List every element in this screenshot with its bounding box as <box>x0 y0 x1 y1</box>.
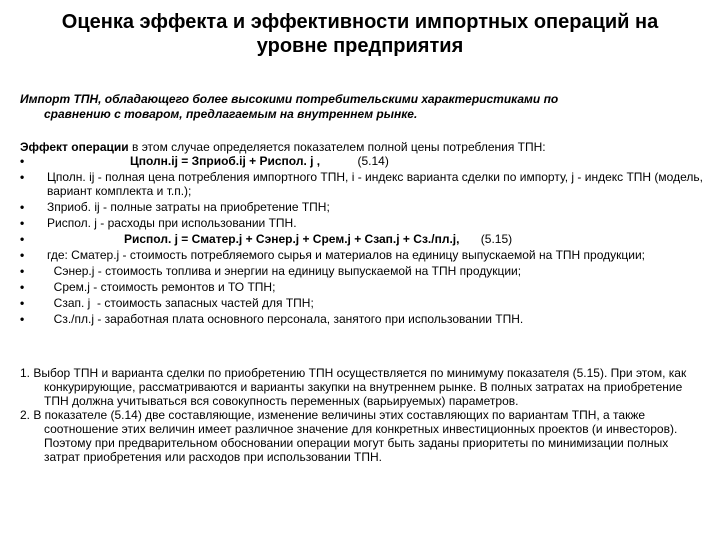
numbered-item <box>20 366 700 408</box>
bullet-marker: • <box>20 154 25 168</box>
equation-number: (5.15) <box>480 232 513 246</box>
equation-number: (5.14) <box>357 154 389 168</box>
bullet-marker: • <box>20 170 25 184</box>
list-item <box>20 216 705 230</box>
subtitle-line-2: сравнению с товаром, предлагаемым на внутреннем рынке. <box>44 107 418 121</box>
formula-text: Риспол. j = Сматер.j + Сэнер.j + Срем.j + Сзап.j + Сз./пл.j, <box>124 232 460 246</box>
list-item <box>20 248 705 262</box>
list-item-text: Сз./пл.j - заработная плата основного персонала, занятого при использовании ТПН. <box>47 312 524 326</box>
bullet-marker: • <box>20 312 25 326</box>
list-item <box>20 200 705 214</box>
list-item <box>20 312 705 326</box>
bullet-marker: • <box>20 200 25 214</box>
slide-title: Оценка эффекта и эффективности импортных операций на уровне предприятия <box>61 11 659 57</box>
formula-5-14 <box>20 154 705 168</box>
numbered-item <box>20 408 700 464</box>
bullet-marker: • <box>20 296 25 310</box>
list-item <box>20 296 705 310</box>
bullet-marker: • <box>20 248 25 262</box>
intro-paragraph <box>20 140 700 154</box>
conclusions-list <box>20 366 700 464</box>
definition-list <box>20 154 705 328</box>
list-item <box>20 264 705 278</box>
list-item <box>20 170 705 198</box>
slide-subtitle <box>20 92 680 122</box>
subtitle-line-1: Импорт ТПН, обладающего более высокими потребительскими характеристиками по <box>20 92 559 106</box>
list-item-text: Цполн. ij - полная цена потребления импортного ТПН, i - индекс варианта сделки по импорту, j - индекс ТПН (модель, вариант комплекта и т.п.); <box>47 170 703 198</box>
formula-text: Цполн.ij = Зприоб.ij + Риспол. j , <box>130 154 321 168</box>
list-item-text: Сэнер.j - стоимость топлива и энергии на единицу выпускаемой на ТПН продукции; <box>47 264 522 278</box>
list-item-text: Срем.j - стоимость ремонтов и ТО ТПН; <box>47 280 276 294</box>
bullet-marker: • <box>20 216 25 230</box>
formula-5-15 <box>20 232 705 246</box>
bullet-marker: • <box>20 264 25 278</box>
numbered-item-text: 2. В показателе (5.14) две составляющие, изменение величины этих составляющих по вариантам ТПН, а также соотношение этих величин имеет различное значение для конкретных инвестиционных проектов (и инвесторов). Поэтому при предварительном обосновании операции могут быть заданы приоритеты по минимизации полных затрат приобретения или расходов при использовании ТПН. <box>20 408 678 464</box>
bullet-marker: • <box>20 280 25 294</box>
intro-text: в этом случае определяется показателем полной цены потребления ТПН: <box>128 140 546 154</box>
list-item-text: Зприоб. ij - полные затраты на приобретение ТПН; <box>47 200 330 214</box>
list-item-text: Сзап. j - стоимость запасных частей для ТПН; <box>47 296 314 310</box>
list-item-text: где: Сматер.j - стоимость потребляемого сырья и материалов на единицу выпускаемой на ТПН продукции; <box>47 248 645 262</box>
intro-bold-term: Эффект операции <box>20 140 129 154</box>
numbered-item-text: 1. Выбор ТПН и варианта сделки по приобретению ТПН осуществляется по минимуму показателя (5.15). При этом, как конкурирующие, рассматриваются и варианты закупки на внутреннем рынке. В полных затратах на приобретение ТПН должна учитываться вся совокупность переменных (варьируемых) параметров. <box>20 366 687 408</box>
list-item-text: Риспол. j - расходы при использовании ТПН. <box>47 216 297 230</box>
bullet-marker: • <box>20 232 25 246</box>
list-item <box>20 280 705 294</box>
